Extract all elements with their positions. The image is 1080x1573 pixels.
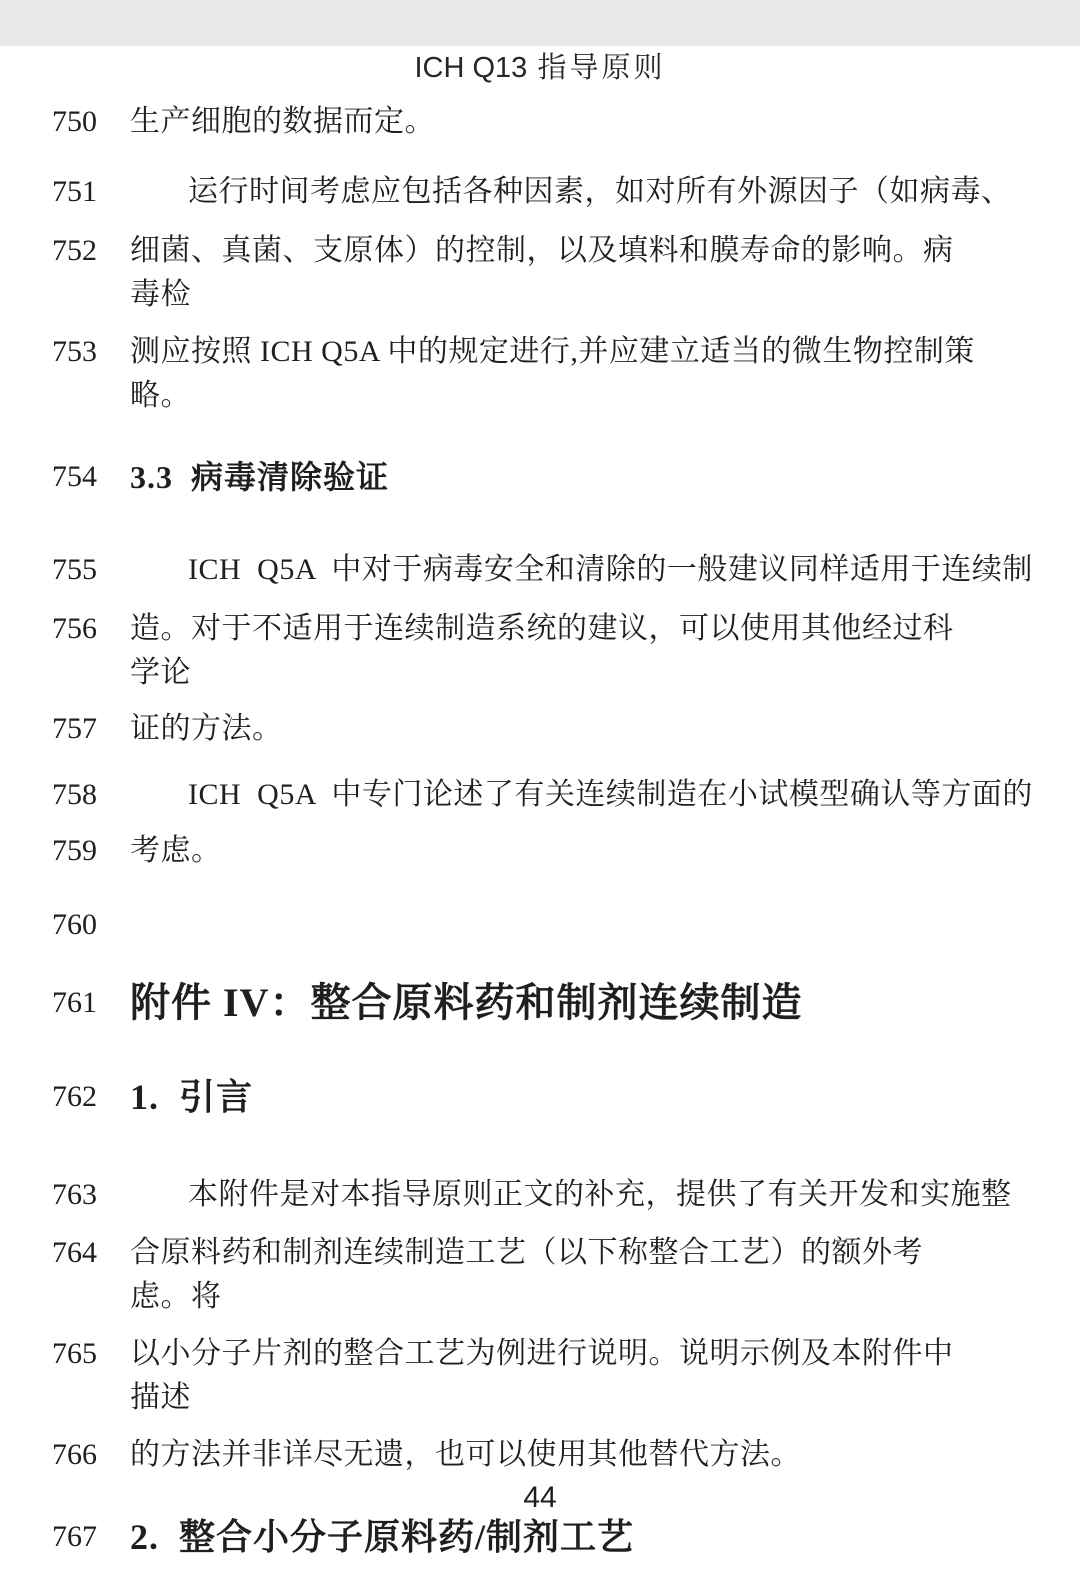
line-text: 测应按照 ICH Q5A 中的规定进行,并应建立适当的微生物控制策略。 [130,335,975,412]
annex-heading [0,977,1080,1029]
section-heading-1 [0,1073,1080,1121]
line-number: 764 [52,1236,97,1269]
line-number: 759 [52,834,97,867]
line-row-750 [0,100,1080,144]
line-number: 755 [52,553,97,586]
line-number: 752 [52,234,97,267]
line-number: 766 [52,1438,97,1471]
line-text: ICH Q5A 中对于病毒安全和清除的一般建议同样适用于连续制 [188,553,1033,586]
header-guideline-title: 指导原则 [527,52,666,84]
line-row-760-blank [0,903,1080,947]
line-text: 考虑。 [130,834,222,867]
line-row-755 [0,548,1080,592]
line-row-765 [0,1332,1080,1420]
line-row-752 [0,229,1080,317]
line-row-758 [0,773,1080,817]
section-heading-3-3 [0,454,1080,500]
line-number: 754 [52,460,97,493]
line-row-753 [0,330,1080,418]
line-text: 以小分子片剂的整合工艺为例进行说明。说明示例及本附件中描述 [130,1337,954,1414]
line-number: 761 [52,986,97,1019]
line-row-751 [0,170,1080,214]
line-text: 合原料药和制剂连续制造工艺（以下称整合工艺）的额外考虑。将 [130,1236,923,1313]
line-text: 运行时间考虑应包括各种因素，如对所有外源因子（如病毒、 [188,175,1012,208]
heading-text: 1. 引言 [130,1077,254,1117]
line-text: 本附件是对本指导原则正文的补充，提供了有关开发和实施整 [188,1178,1012,1211]
line-text: 生产细胞的数据而定。 [130,105,435,138]
line-number: 763 [52,1178,97,1211]
line-row-764 [0,1231,1080,1319]
line-row-757 [0,707,1080,751]
line-text: 造。对于不适用于连续制造系统的建议，可以使用其他经过科学论 [130,612,954,689]
page-number: 44 [523,1481,557,1514]
page-header [0,46,1080,90]
line-row-756 [0,607,1080,695]
heading-text: 3.3 病毒清除验证 [130,459,390,495]
line-row-759 [0,829,1080,873]
document-body [0,100,1080,1561]
line-number: 760 [52,908,97,941]
line-text: ICH Q5A 中专门论述了有关连续制造在小试模型确认等方面的 [188,778,1033,811]
document-page [0,46,1080,1573]
line-number: 756 [52,612,97,645]
line-number: 757 [52,712,97,745]
line-row-763 [0,1173,1080,1217]
heading-text: 2. 整合小分子原料药/制剂工艺 [130,1517,635,1557]
line-text: 的方法并非详尽无遗，也可以使用其他替代方法。 [130,1438,801,1471]
line-number: 767 [52,1520,97,1553]
line-row-766 [0,1433,1080,1477]
heading-text: 附件 IV：整合原料药和制剂连续制造 [130,980,803,1025]
line-number: 751 [52,175,97,208]
line-text: 细菌、真菌、支原体）的控制，以及填料和膜寿命的影响。病毒检 [130,234,954,311]
line-number: 765 [52,1337,97,1370]
line-number: 762 [52,1080,97,1113]
line-number: 753 [52,335,97,368]
section-heading-2 [0,1513,1080,1561]
line-number: 758 [52,778,97,811]
line-text: 证的方法。 [130,712,283,745]
header-guideline-code: ICH Q13 [414,52,528,84]
line-number: 750 [52,105,97,138]
